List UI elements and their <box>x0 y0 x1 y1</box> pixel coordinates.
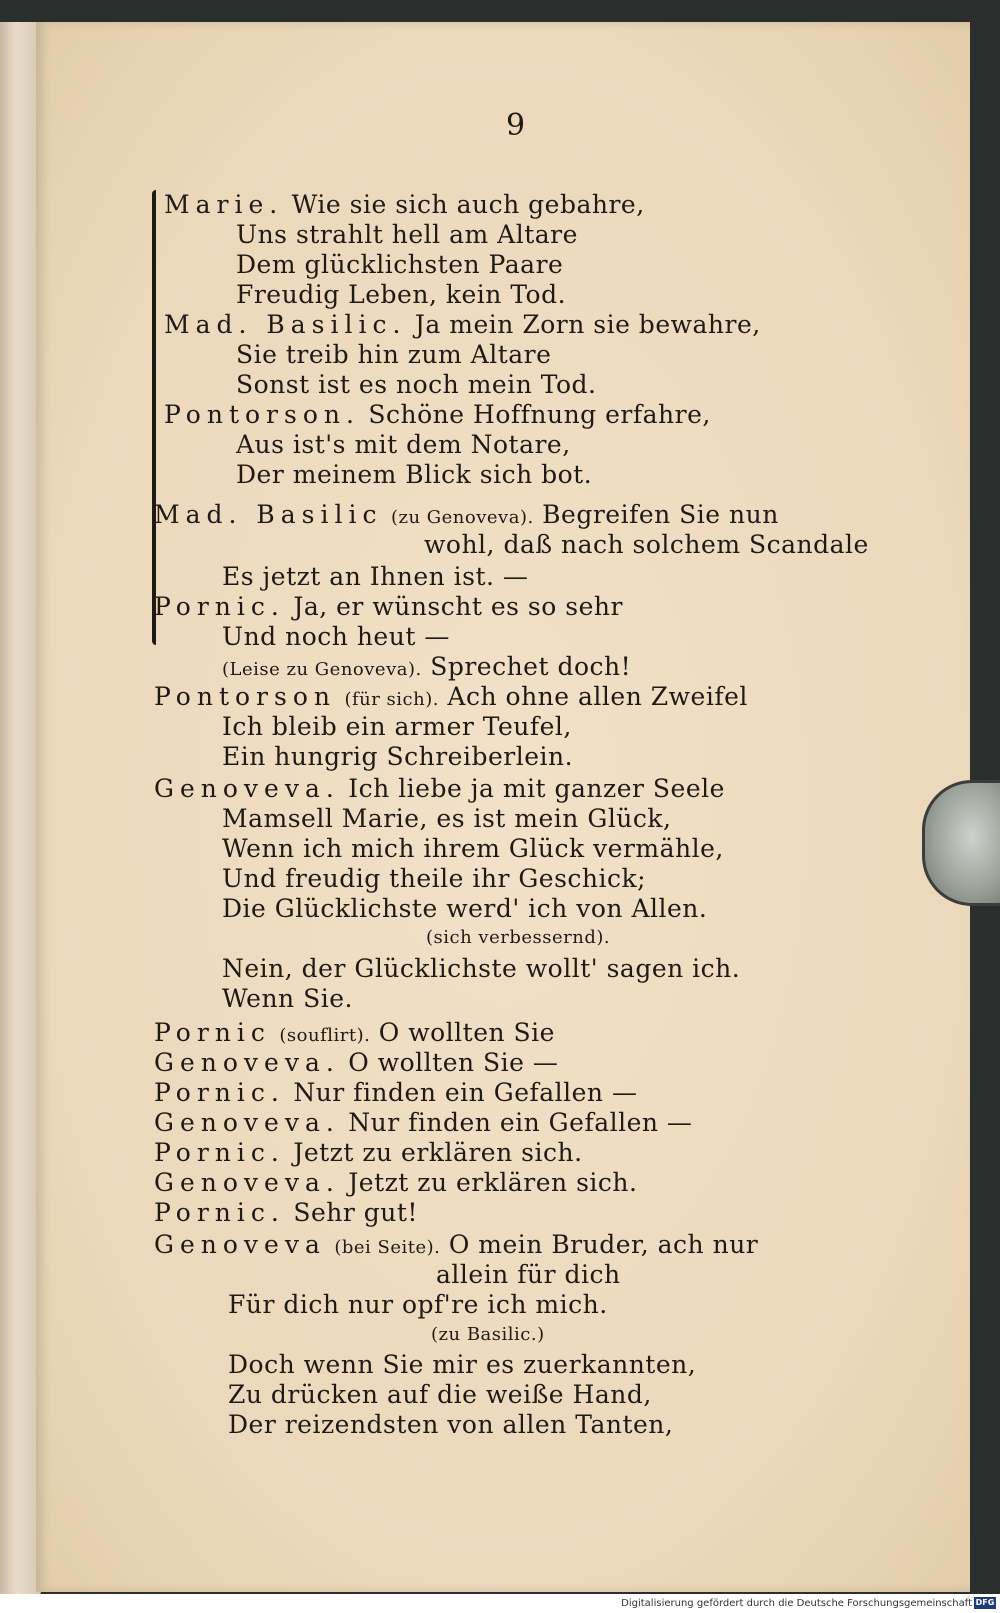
verse-line <box>154 1078 637 1107</box>
speaker-name: Mad. Basilic. <box>164 310 407 339</box>
line-text: Wie sie sich auch gebahre, <box>291 190 645 219</box>
line-text: Sehr gut! <box>293 1198 418 1227</box>
verse-line <box>154 1230 758 1259</box>
line-text: O mein Bruder, ach nur <box>448 1230 759 1259</box>
verse-line <box>222 834 724 863</box>
line-text: Aus ist's mit dem Notare, <box>236 430 571 459</box>
speaker-name: Pornic <box>154 1018 271 1047</box>
verse-line <box>222 894 707 923</box>
line-text: Der meinem Blick sich bot. <box>236 460 593 489</box>
line-text: Freudig Leben, kein Tod. <box>236 280 567 309</box>
speaker-name: Pontorson. <box>164 400 360 429</box>
line-text: Wenn ich mich ihrem Glück vermähle, <box>222 834 724 863</box>
book-page <box>36 22 970 1592</box>
page-clip <box>922 780 1000 906</box>
line-text: Ja mein Zorn sie bewahre, <box>414 310 761 339</box>
stage-direction: (bei Seite). <box>334 1237 441 1258</box>
stage-direction: (für sich). <box>344 689 439 710</box>
speaker-name: Pornic. <box>154 1078 285 1107</box>
line-text: Nur finden ein Gefallen — <box>348 1108 693 1137</box>
line-text: Wenn Sie. <box>222 984 353 1013</box>
ensemble-brace <box>152 190 156 645</box>
stage-direction: (souflirt). <box>279 1025 371 1046</box>
speaker-name: Pornic. <box>154 1138 285 1167</box>
stage-direction: (Leise zu Genoveva). <box>222 659 422 680</box>
line-text: Und freudig theile ihr Geschick; <box>222 864 647 893</box>
verse-line <box>222 864 646 893</box>
verse-line <box>228 1350 696 1379</box>
line-text: Ein hungrig Schreiberlein. <box>222 742 574 771</box>
line-text: O wollten Sie — <box>348 1048 559 1077</box>
verse-line <box>154 774 725 803</box>
line-text: Nein, der Glücklichste wollt' sagen ich. <box>222 954 741 983</box>
verse-line <box>154 682 748 711</box>
verse-line <box>228 1380 652 1409</box>
line-text: Sie treib hin zum Altare <box>236 340 552 369</box>
speaker-name: Genoveva. <box>154 1108 340 1137</box>
verse-line <box>236 220 578 249</box>
line-text: Ich liebe ja mit ganzer Seele <box>348 774 725 803</box>
verse-line <box>222 954 740 983</box>
line-text: Es jetzt an Ihnen ist. — <box>222 562 529 591</box>
line-text: allein für dich <box>436 1260 621 1289</box>
verse-line <box>154 1018 555 1047</box>
line-text: Sprechet doch! <box>430 652 632 681</box>
dfg-logo: DFG <box>975 1598 995 1607</box>
speaker-name: Pontorson <box>154 682 336 711</box>
verse-line <box>424 530 869 559</box>
verse-line <box>154 1108 692 1137</box>
line-text: Sonst ist es noch mein Tod. <box>236 370 597 399</box>
line-text: Ich bleib ein armer Teufel, <box>222 712 572 741</box>
line-text: Mamsell Marie, es ist mein Glück, <box>222 804 672 833</box>
verse-line <box>154 1198 418 1227</box>
speaker-name: Genoveva <box>154 1230 326 1259</box>
line-text: Für dich nur opf're ich mich. <box>228 1290 608 1319</box>
stage-direction: (zu Genoveva). <box>390 507 534 528</box>
verse-line <box>164 190 645 219</box>
speaker-name: Marie. <box>164 190 284 219</box>
verse-line <box>222 712 572 741</box>
verse-line <box>222 984 353 1013</box>
verse-line <box>222 622 450 651</box>
verse-line <box>426 927 610 948</box>
verse-line <box>236 340 551 369</box>
line-text: O wollten Sie <box>378 1018 555 1047</box>
verse-line <box>164 400 711 429</box>
verse-line <box>164 310 761 339</box>
line-text: Ja, er wünscht es so sehr <box>293 592 623 621</box>
line-text: Der reizendsten von allen Tanten, <box>228 1410 674 1439</box>
verse-line <box>228 1290 608 1319</box>
line-text: Begreifen Sie nun <box>542 500 779 529</box>
line-text: Nur finden ein Gefallen — <box>293 1078 638 1107</box>
speaker-name: Pornic. <box>154 592 285 621</box>
verse-line <box>222 652 631 681</box>
page-number: 9 <box>506 108 526 143</box>
verse-line <box>154 500 779 529</box>
line-text: Uns strahlt hell am Altare <box>236 220 578 249</box>
verse-line <box>154 592 623 621</box>
verse-line <box>154 1138 583 1167</box>
footer-credit: Digitalisierung gefördert durch die Deutsche Forschungsgemeinschaft <box>621 1598 972 1609</box>
verse-line <box>431 1324 545 1345</box>
verse-line <box>222 742 573 771</box>
line-text: Dem glücklichsten Paare <box>236 250 564 279</box>
line-text: Jetzt zu erklären sich. <box>293 1138 583 1167</box>
verse-line <box>228 1410 673 1439</box>
line-text: Und noch heut — <box>222 622 450 651</box>
verse-line <box>154 1168 637 1197</box>
line-text: Die Glücklichste werd' ich von Allen. <box>222 894 708 923</box>
speaker-name: Genoveva. <box>154 1168 340 1197</box>
line-text: Ach ohne allen Zweifel <box>447 682 748 711</box>
book-binding <box>0 22 41 1597</box>
verse-line <box>154 1048 558 1077</box>
line-text: wohl, daß nach solchem Scandale <box>424 530 869 559</box>
verse-line <box>222 562 528 591</box>
digitization-footer <box>0 1594 1000 1613</box>
speaker-name: Mad. Basilic <box>154 500 383 529</box>
verse-line <box>236 250 563 279</box>
line-text: Jetzt zu erklären sich. <box>348 1168 638 1197</box>
stage-direction: (zu Basilic.) <box>431 1324 545 1345</box>
verse-line <box>236 460 592 489</box>
verse-line <box>236 430 571 459</box>
line-text: Zu drücken auf die weiße Hand, <box>228 1380 652 1409</box>
speaker-name: Genoveva. <box>154 774 340 803</box>
stage-direction: (sich verbessernd). <box>426 927 611 948</box>
speaker-name: Pornic. <box>154 1198 285 1227</box>
verse-line <box>436 1260 621 1289</box>
verse-line <box>222 804 672 833</box>
verse-line <box>236 370 596 399</box>
line-text: Doch wenn Sie mir es zuerkannten, <box>228 1350 697 1379</box>
speaker-name: Genoveva. <box>154 1048 340 1077</box>
verse-line <box>236 280 566 309</box>
line-text: Schöne Hoffnung erfahre, <box>368 400 711 429</box>
